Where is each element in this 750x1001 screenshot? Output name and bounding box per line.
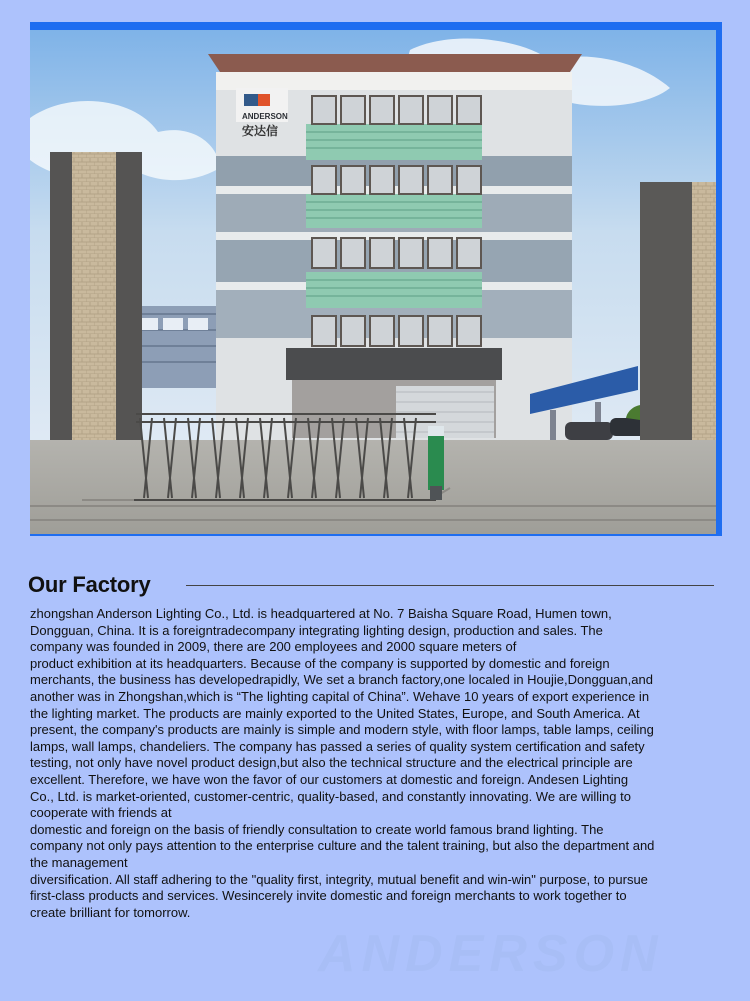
- description-line: testing, not only have novel product design,but also the technical structure and the electrical principle are: [30, 755, 633, 771]
- factory-illustration: [30, 30, 716, 534]
- description-line: domestic and foreign on the basis of friendly consultation to create world famous brand lighting. The: [30, 821, 604, 837]
- description-line: Co., Ltd. is market-oriented, customer-centric, quality-based, and constantly innovating. We are willing to: [30, 788, 631, 804]
- description-line: company not only pays attention to the enterprise culture and the talent training, but also the department and: [30, 838, 655, 854]
- description-line: create brilliant for tomorrow.: [30, 904, 191, 920]
- section-header: [28, 572, 716, 600]
- description-line: Dongguan, China. It is a foreigntradecompany integrating lighting design, production and sales. The: [30, 622, 603, 638]
- sign-cn-text: 安达信: [242, 124, 279, 138]
- factory-photo: [30, 30, 716, 534]
- description-line: another was in Zhongshan,which is “The lighting capital of China”. Wehave 10 years of export experience in: [30, 688, 650, 704]
- roof: [208, 54, 582, 72]
- sign-en-text: ANDERSON: [242, 112, 288, 121]
- description-line: product exhibition at its headquarters. Because of the company is supported by domestic and foreign: [30, 655, 610, 671]
- entrance-canopy: [286, 348, 502, 380]
- description-line: diversification. All staff adhering to the "quality first, integrity, mutual benefit and win-win" purpose, to pursue: [30, 871, 648, 887]
- title-divider: [186, 585, 714, 586]
- description-line: zhongshan Anderson Lighting Co., Ltd. is headquartered at No. 7 Baisha Square Road, Humen town,: [30, 606, 612, 621]
- description-line: company was founded in 2009, there are 200 employees and 2000 square meters of: [30, 639, 517, 655]
- description-line: excellent. Therefore, we have won the favor of our customers at domestic and foreign. Andesen Lighting: [30, 771, 629, 787]
- description-line: present, the company's products are mainly is simple and modern style, with floor lamps, table lamps, ceiling: [30, 722, 654, 738]
- description-line: first-class products and services. Wesincerely invite domestic and foreign merchants to work together to: [30, 888, 627, 904]
- description-line: lamps, wall lamps, chandeliers. The company has passed a series of quality system certification and safety: [30, 738, 645, 754]
- description-line: cooperate with friends at: [30, 805, 172, 821]
- section-title: Our Factory: [28, 572, 151, 597]
- description-line: merchants, the business has developedrapidly, We set a branch factory,one localed in Houjie,Dongguan,and: [30, 672, 653, 688]
- description-line: the management: [30, 854, 128, 870]
- company-description: [30, 606, 710, 928]
- description-line: the lighting market. The products are mainly exported to the United States, Europe, and South America. At: [30, 705, 640, 721]
- anderson-watermark: ANDERSON: [318, 925, 664, 983]
